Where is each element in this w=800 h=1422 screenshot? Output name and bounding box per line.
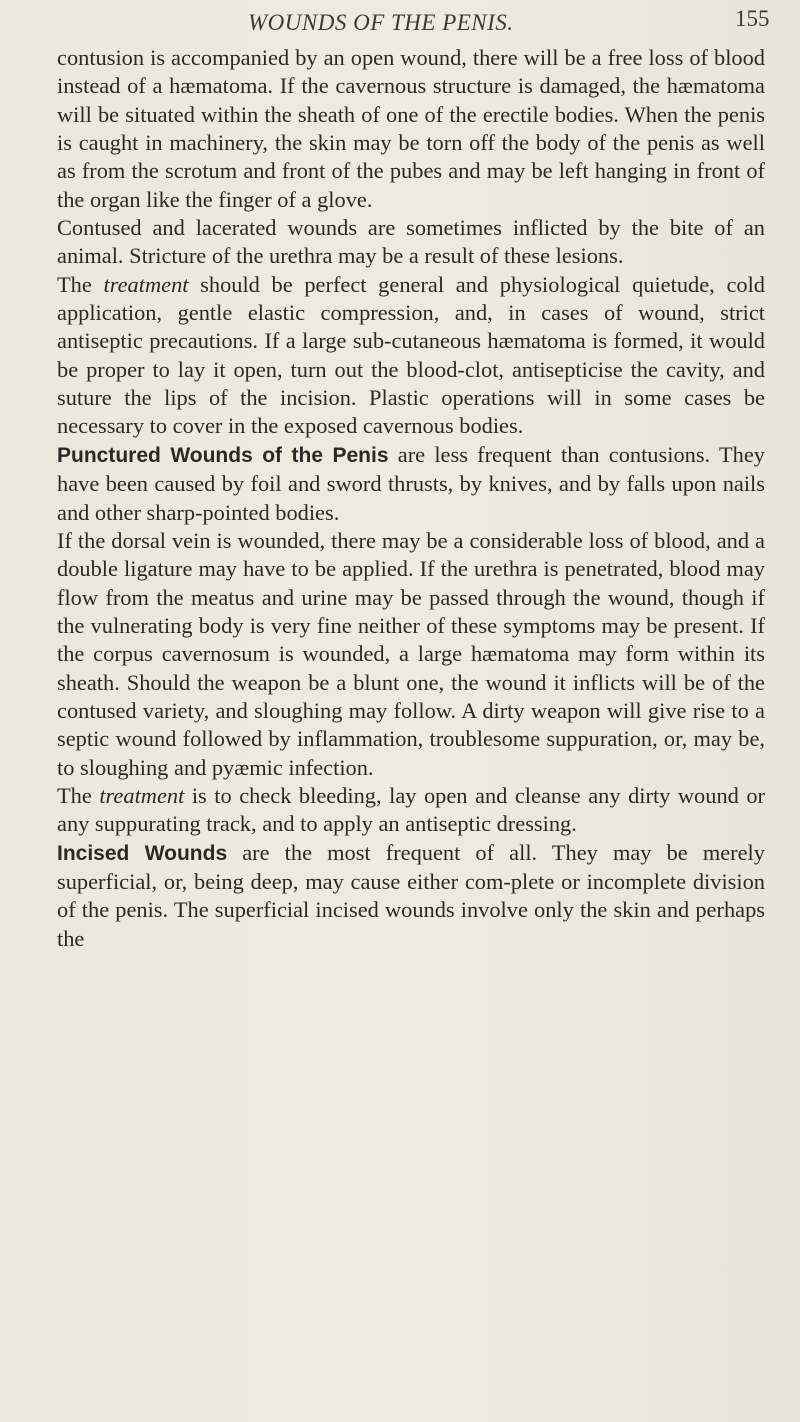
paragraph-text: are less frequent than contusions. They have been caused by foil and sword thrusts, by knives, and by falls upon nails and other sharp-pointed bodies.	[57, 441, 765, 525]
paragraph-dorsal-vein	[57, 527, 765, 782]
paragraph-text: contusion is accompanied by an open wound, there will be a free loss of blood instead of a hæmatoma. If the cavernous structure is damaged, the hæmatoma will be situated within the sheath of one of the erectile bodies. When the penis is caught in machinery, the skin may be torn off the body of the penis as well as from the scrotum and front of the pubes and may be left hanging in front of the organ like the finger of a glove.	[57, 45, 765, 212]
paragraph-treatment-contusion	[57, 271, 765, 441]
section-heading-punctured-wounds: Punctured Wounds of the Penis	[57, 443, 389, 467]
paragraph-treatment-punctured	[57, 782, 765, 839]
emphasis-treatment: treatment	[103, 271, 189, 297]
paragraph-text: If the dorsal vein is wounded, there may be a considerable loss of blood, and a double ligature may have to be applied. If the urethra is penetrated, blood may flow from the meatus and urine may be passed through the wound, though if the vulnerating body is very fine neither of these symptoms may be present. If the corpus cavernosum is wounded, a large hæmatoma may form within its sheath. Should the weapon be a blunt one, the wound it inflicts will be of the contused variety, and sloughing may follow. A dirty weapon will give rise to a septic wound followed by inflammation, troublesome suppuration, or, may be, to sloughing and pyæmic infection.	[57, 527, 765, 780]
paragraph-incised-wounds	[57, 839, 765, 953]
paragraph-contused-wounds	[57, 214, 765, 271]
paragraph-continuation	[57, 44, 765, 214]
emphasis-treatment: treatment	[99, 782, 185, 808]
paragraph-text: should be perfect general and physiological quietude, cold application, gentle elastic compression, and, in cases of wound, strict antiseptic precautions. If a large sub-cutaneous hæmatoma is formed, it would be proper to lay it open, turn out the blood-clot, antisepticise the cavity, and suture the lips of the incision. Plastic operations will in some cases be necessary to cover in the exposed cavernous bodies.	[57, 271, 765, 439]
paragraph-text: is to check bleeding, lay open and cleanse any dirty wound or any suppurating track, and to apply an antiseptic dressing.	[57, 782, 765, 837]
body-text	[57, 44, 765, 953]
paragraph-punctured-wounds	[57, 441, 765, 527]
paragraph-lead: The	[57, 782, 100, 808]
paragraph-lead: The	[57, 271, 104, 297]
page-number: 155	[735, 6, 770, 31]
paragraph-text: Contused and lacerated wounds are sometimes inflicted by the bite of an animal. Stricture of the urethra may be a result of these lesions.	[57, 215, 765, 269]
running-title: WOUNDS OF THE PENIS.	[248, 10, 514, 35]
section-heading-incised-wounds: Incised Wounds	[57, 841, 228, 865]
paragraph-text: are the most frequent of all. They may be merely superficial, or, being deep, may cause either com-plete or incomplete division of the penis. The superficial incised wounds involve only the skin and perhaps the	[57, 839, 765, 951]
